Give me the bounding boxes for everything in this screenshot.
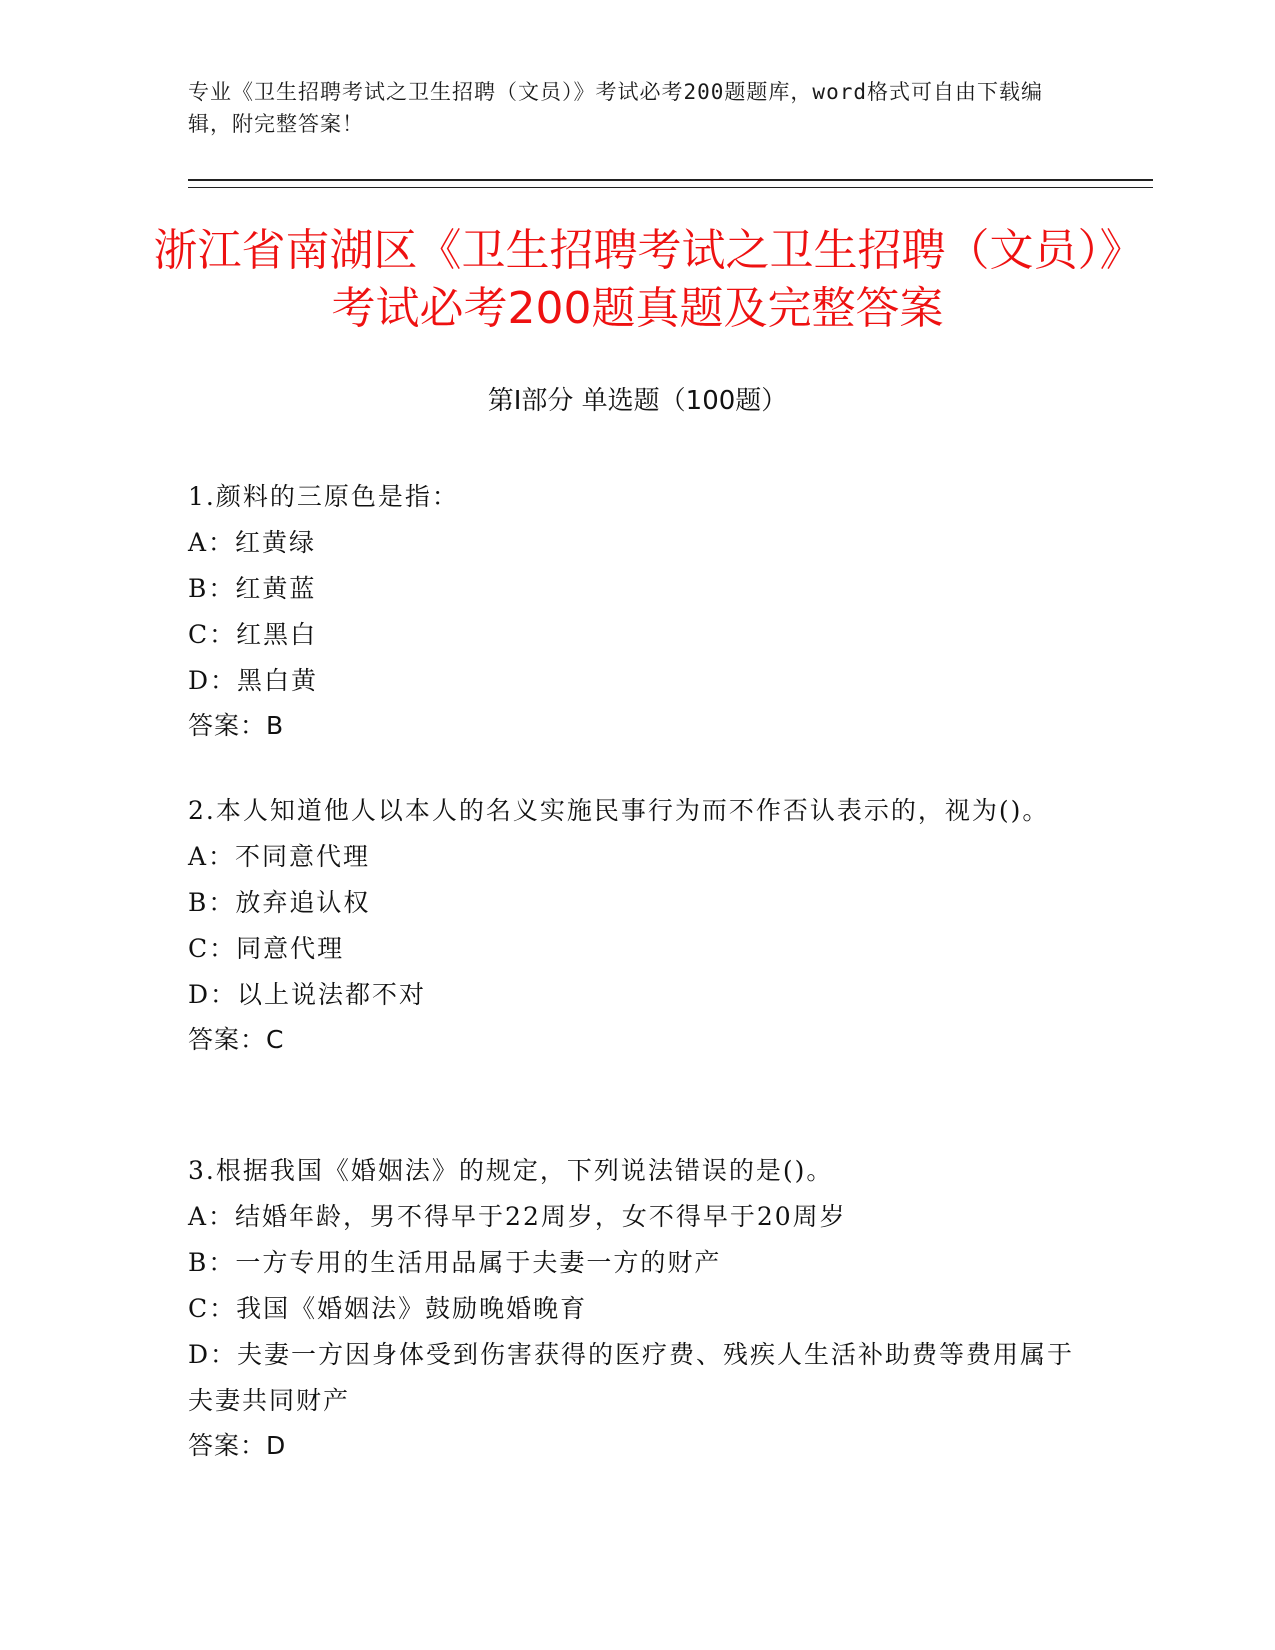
question-block bbox=[188, 1148, 1078, 1468]
option-d: D：夫妻一方因身体受到伤害获得的医疗费、残疾人生活补助费等费用属于夫妻共同财产 bbox=[188, 1340, 1075, 1415]
option-b: B：放弃追认权 bbox=[188, 888, 371, 917]
question-stem: 3.根据我国《婚姻法》的规定，下列说法错误的是()。 bbox=[188, 1156, 834, 1185]
option-a: A：红黄绿 bbox=[188, 528, 317, 557]
option-c: C：我国《婚姻法》鼓励晚婚晚育 bbox=[188, 1294, 588, 1323]
document-title: 浙江省南湖区《卫生招聘考试之卫生招聘（文员）》考试必考200题真题及完整答案 bbox=[153, 225, 1122, 334]
answer: 答案：C bbox=[188, 1025, 285, 1054]
header-divider-thin bbox=[188, 187, 1153, 188]
option-c: C：同意代理 bbox=[188, 934, 345, 963]
header-divider-thick bbox=[188, 179, 1153, 181]
option-a: A：不同意代理 bbox=[188, 842, 371, 871]
header-note: 专业《卫生招聘考试之卫生招聘（文员）》考试必考200题题库，word格式可自由下载编辑，附完整答案！ bbox=[188, 80, 1043, 136]
option-d: D：黑白黄 bbox=[188, 666, 319, 695]
option-a: A：结婚年龄，男不得早于22周岁，女不得早于20周岁 bbox=[188, 1202, 847, 1231]
question-block bbox=[188, 788, 1078, 1062]
answer: 答案：B bbox=[188, 711, 285, 740]
option-b: B：红黄蓝 bbox=[188, 574, 317, 603]
option-d: D：以上说法都不对 bbox=[188, 980, 427, 1009]
section-title: 第Ⅰ部分 单选题（100题） bbox=[487, 386, 788, 416]
option-c: C：红黑白 bbox=[188, 620, 318, 649]
question-block bbox=[188, 474, 1078, 748]
option-b: B：一方专用的生活用品属于夫妻一方的财产 bbox=[188, 1248, 722, 1277]
answer: 答案：D bbox=[188, 1431, 287, 1460]
question-stem: 2.本人知道他人以本人的名义实施民事行为而不作否认表示的，视为()。 bbox=[188, 796, 1050, 825]
question-stem: 1.颜料的三原色是指： bbox=[188, 482, 459, 511]
